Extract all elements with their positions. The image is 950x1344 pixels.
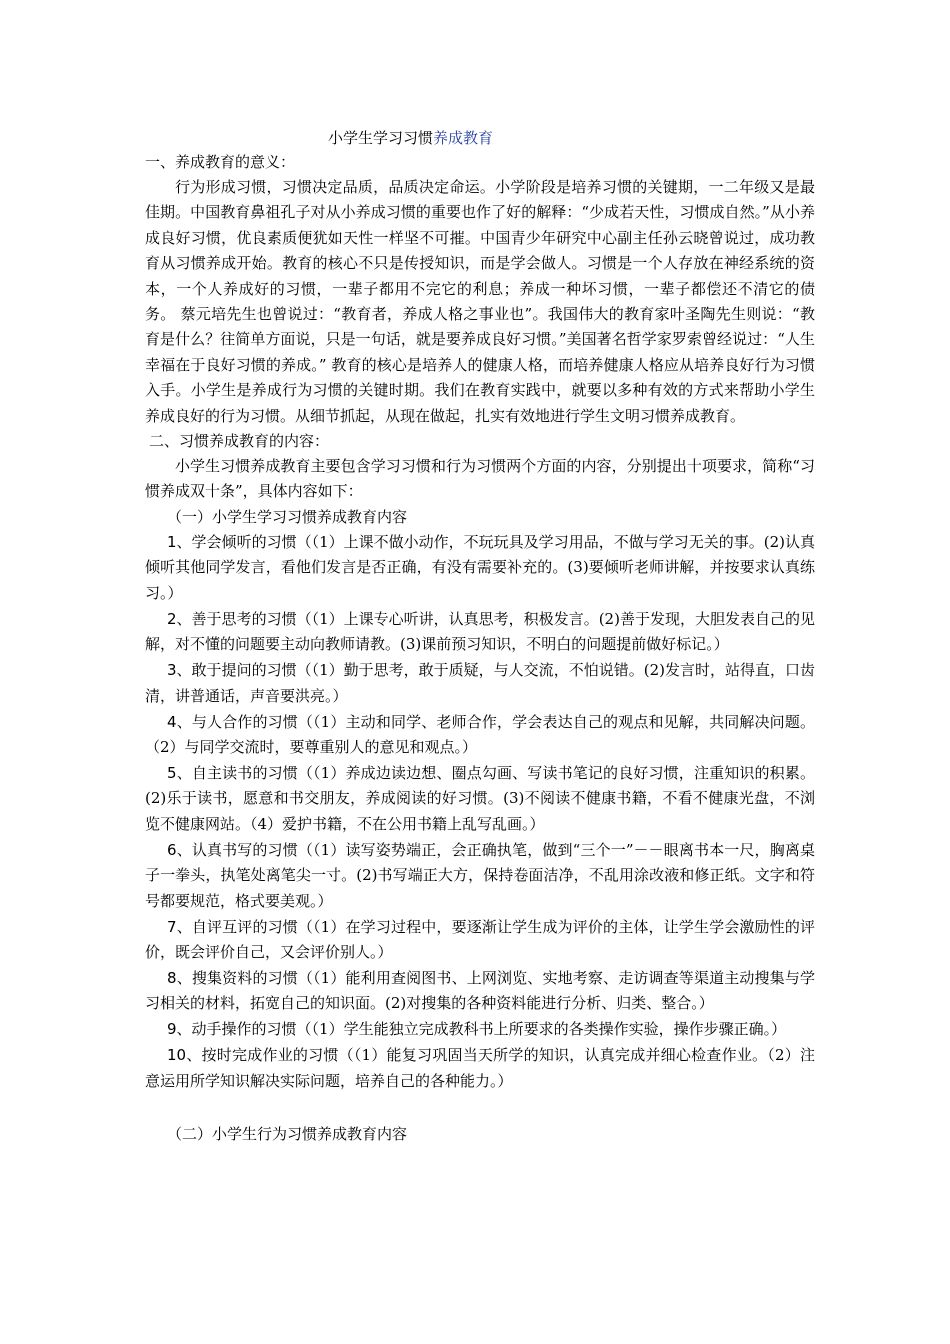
item-number: 10: [167, 1046, 187, 1065]
item-number: 7: [167, 917, 177, 936]
item-number: 9: [167, 1020, 177, 1039]
list-item: [145, 915, 815, 966]
list-item: [145, 1017, 815, 1042]
title-main: 小学生学习习惯: [328, 129, 434, 147]
document-page: [145, 126, 815, 1147]
item-number: 6: [167, 840, 177, 859]
item-text: 、善于思考的习惯（（1）上课专心听讲，认真思考，积极发言。(2)善于发现，大胆发表自己的见解，对不懂的问题要主动向教师请教。(3)课前预习知识，不明白的问题提前做好标记。）: [145, 609, 815, 654]
list-item: [145, 710, 815, 761]
item-text: 、搜集资料的习惯（（1）能利用查阅图书、上网浏览、实地考察、走访调查等渠道主动搜集与学习相关的材料，拓宽自己的知识面。(2)对搜集的各种资料能进行分析、归类、整合。）: [145, 968, 815, 1013]
item-text: 、自评互评的习惯（（1）在学习过程中，要逐渐让学生成为评价的主体，让学生学会激励性的评价，既会评价自己，又会评价别人。）: [145, 917, 815, 961]
item-text: 、自主读书的习惯（（1）养成边读边想、圈点勾画、写读书笔记的良好习惯，注重知识的积累。(2)乐于读书，愿意和书交朋友，养成阅读的好习惯。(3)不阅读不健康书籍，不看不健康光盘，不浏览不健康网站。（4）爱护书籍，不在公用书籍上乱写乱画。）: [145, 763, 815, 833]
item-number: 4: [167, 712, 177, 731]
section1-heading: 一、养成教育的意义：: [145, 153, 296, 171]
list-item: [145, 761, 815, 837]
list-item: [145, 838, 815, 914]
section2-paragraph: 小学生习惯养成教育主要包含学习习惯和行为习惯两个方面的内容，分别提出十项要求，简称“习惯养成双十条”，具体内容如下：: [145, 457, 815, 501]
list-item: [145, 966, 815, 1017]
subsection2-heading: （二）小学生行为习惯养成教育内容: [167, 1124, 408, 1143]
item-number: 2: [167, 609, 177, 628]
item-text: 、认真书写的习惯（（1）读写姿势端正，会正确执笔，做到“三个一”－－眼离书本一尺，胸离桌子一拳头，执笔处离笔尖一寸。(2)书写端正大方，保持卷面洁净，不乱用涂改液和修正纸。文字和符号都要规范，格式要美观。）: [145, 840, 815, 910]
list-item: [145, 658, 815, 709]
item-text: 、学会倾听的习惯（（1）上课不做小动作，不玩玩具及学习用品，不做与学习无关的事。(2)认真倾听其他同学发言，看他们发言是否正确，有没有需要补充的。(3)要倾听老师讲解，并按要求认真练习。）: [145, 532, 815, 602]
title-accent: 养成教育: [433, 129, 494, 147]
item-text: 、敢于提问的习惯（（1）勤于思考，敢于质疑，与人交流，不怕说错。(2)发言时，站得直，口齿清，讲普通话，声音要洪亮。）: [145, 661, 815, 705]
item-number: 5: [167, 763, 177, 782]
section1-paragraph: 行为形成习惯，习惯决定品质，品质决定命运。小学阶段是培养习惯的关键期，一二年级又是最佳期。中国教育鼻祖孔子对从小养成习惯的重要也作了好的解释：“少成若天性，习惯成自然。”从小养成良好习惯，优良素质便犹如天性一样坚不可摧。中国青少年研究中心副主任孙云晓曾说过，成功教育从习惯养成开始。教育的核心不只是传授知识，而是学会做人。习惯是一个人存放在神经系统的资本，一个人养成好的习惯，一辈子都用不完它的利息；养成一种坏习惯，一辈子都偿还不清它的债务。 蔡元培先生也曾说过：“教育者，养成人格之事业也”。我国伟大的教育家叶圣陶先生则说：“教育是什么？往简单方面说，只是一句话，就是要养成良好习惯。”美国著名哲学家罗索曾经说过：“人生幸福在于良好习惯的养成。” 教育的核心是培养人的健康人格，而培养健康人格应从培养良好行为习惯入手。小学生是养成行为习惯的关键时期。我们在教育实践中，就要以多种有效的方式来帮助小学生养成良好的行为习惯。从细节抓起，从现在做起，扎实有效地进行学生文明习惯养成教育。: [145, 178, 815, 425]
item-number: 3: [167, 661, 177, 680]
habit-list: [145, 530, 815, 1094]
document-title: [328, 126, 815, 150]
section2-heading: 二、习惯养成教育的内容：: [149, 432, 330, 451]
list-item: [145, 1043, 815, 1094]
blank-line: [145, 1095, 815, 1120]
list-item: [145, 607, 815, 658]
subsection1-heading: （一）小学生学习习惯养成教育内容: [167, 507, 408, 526]
item-text: 、按时完成作业的习惯（（1）能复习巩固当天所学的知识，认真完成并细心检查作业。（2）注意运用所学知识解决实际问题，培养自己的各种能力。）: [145, 1046, 815, 1090]
item-text: 、与人合作的习惯（（1）主动和同学、老师合作，学会表达自己的观点和见解，共同解决问题。（2）与同学交流时，要尊重别人的意见和观点。）: [145, 712, 815, 756]
list-item: [145, 530, 815, 606]
item-text: 、动手操作的习惯（（1）学生能独立完成教科书上所要求的各类操作实验，操作步骤正确。）: [176, 1020, 787, 1039]
item-number: 8: [167, 968, 177, 987]
item-number: 1: [167, 532, 177, 551]
